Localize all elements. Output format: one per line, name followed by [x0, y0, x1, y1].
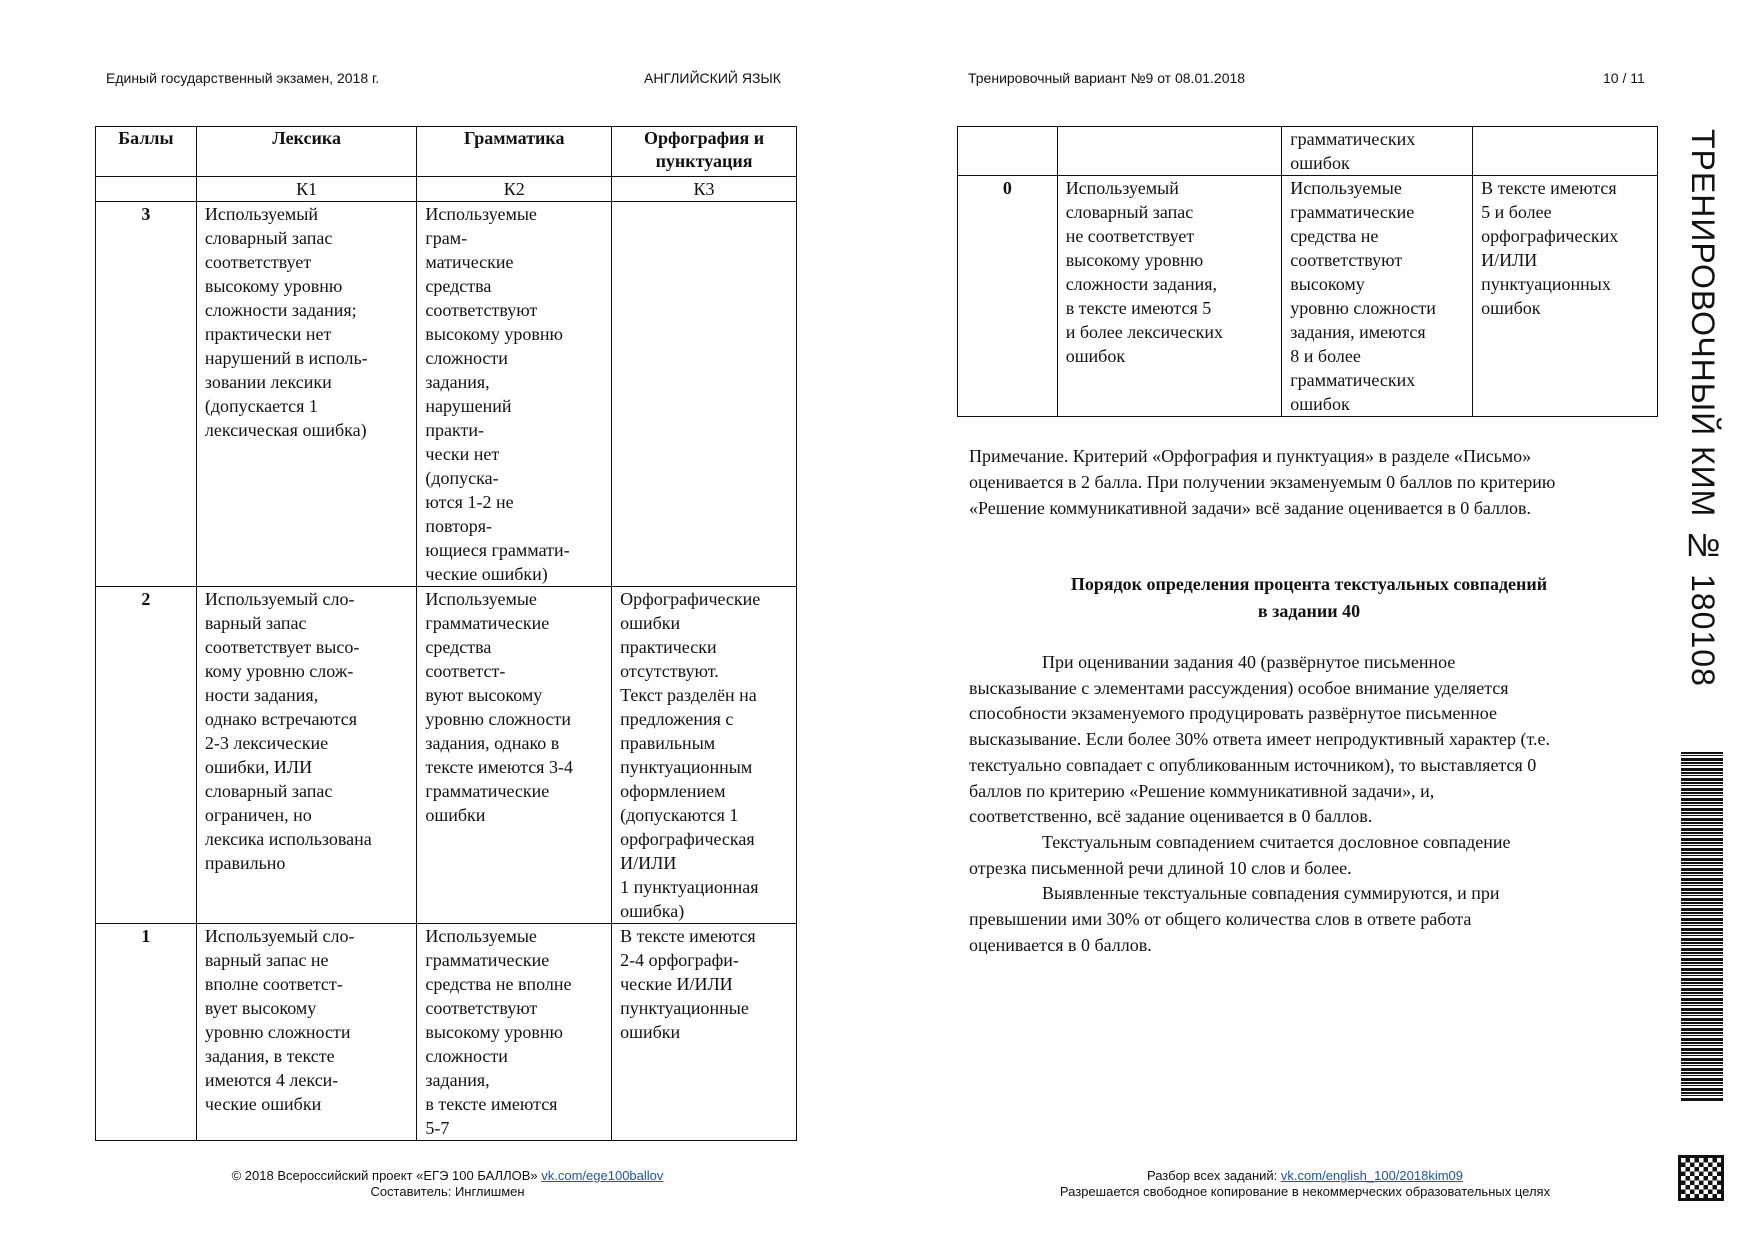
col-header-grammar: Грамматика [417, 127, 612, 177]
code-cell: К2 [417, 177, 612, 202]
barcode [1681, 752, 1723, 1102]
table-row [96, 924, 797, 1141]
k1-cell: Используемый словарный запас не соответствует высокому уровню сложности задания, в тексте имеются 5 и более лексических ошибок [1057, 176, 1282, 417]
k3-cell: В тексте имеются 5 и более орфографических И/ИЛИ пунктуационных ошибок [1473, 176, 1658, 417]
col-header-score: Баллы [96, 127, 197, 177]
score-cell [958, 127, 1058, 176]
col-header-spelling: Орфография и пунктуация [612, 127, 797, 177]
k1-cell: Используемый сло- варный запас соответствует высо- кому уровню слож- ности задания, однако встречаются 2-3 лексические ошибки, ИЛИ словарный запас ограничен, но лексика использована правильно [196, 587, 417, 924]
footer-author: Составитель: Инглишмен [370, 1184, 525, 1199]
k2-cell: грамматических ошибок [1282, 127, 1473, 176]
side-label: ТРЕНИРОВОЧНЫЙ КИМ № 180108 [1685, 129, 1721, 687]
note-text: Примечание. Критерий «Орфография и пунктуация» в разделе «Письмо» оценивается в 2 балла. При получении экзаменуемым 0 баллов по критерию «Решение коммуникативной задачи» всё задание оценивается в 0 баллов. [969, 446, 1556, 518]
k2-cell: Используемые грамматические средства не вполне соответствуют высокому уровню сложности задания, в тексте имеются 5-7 [417, 924, 612, 1141]
k3-cell: В тексте имеются 2-4 орфографи- ческие И/ИЛИ пунктуационные ошибки [612, 924, 797, 1141]
qr-code [1678, 1155, 1724, 1201]
page-number: 10 / 11 [1603, 70, 1645, 86]
score-cell: 1 [96, 924, 197, 1141]
footer-right [990, 1168, 1620, 1200]
table-row [958, 176, 1658, 417]
footer-copyright: © 2018 Всероссийский проект «ЕГЭ 100 БАЛЛОВ» [231, 1168, 538, 1183]
table-header-row [96, 127, 797, 177]
header-variant: Тренировочный вариант №9 от 08.01.2018 [968, 70, 1246, 86]
table-code-row [96, 177, 797, 202]
header-subject: АНГЛИЙСКИЙ ЯЗЫК [644, 70, 781, 86]
table-row [96, 587, 797, 924]
k3-cell [612, 202, 797, 587]
paragraph-1: При оценивании задания 40 (развёрнутое письменное высказывание с элементами рассуждения) особое внимание уделяется способности экзаменуемого продуцировать развёрнутое письменное высказывание. Если более 30% ответа имеет непродуктивный характер (т.е. текстуально совпадает с опубликованным источником), то выставляется 0 баллов по критерию «Решение коммуникативной задачи», и, соответственно, всё задание оценивается в 0 баллов. [969, 652, 1551, 827]
k2-cell: Используемые грам- матические средства соответствуют высокому уровню сложности задания, нарушений практи- чески нет (допуска- ются 1-2 не повторя- ющиеся граммати- ческие ошибки) [417, 202, 612, 587]
k3-cell [1473, 127, 1658, 176]
table-row [96, 202, 797, 587]
footer-license: Разрешается свободное копирование в некоммерческих образовательных целях [1059, 1184, 1551, 1199]
code-cell: К1 [196, 177, 417, 202]
k3-cell: Орфографические ошибки практически отсутствуют. Текст разделён на предложения с правильным пунктуационным оформлением (допускаются 1 орфографическая И/ИЛИ 1 пунктуационная ошибка) [612, 587, 797, 924]
k1-cell: Используемый сло- варный запас не вполне соответст- вует высокому уровню сложности задания, в тексте имеются 4 лекси- ческие ошибки [196, 924, 417, 1141]
footer-left [150, 1168, 745, 1200]
section-title: Порядок определения процента текстуальных совпадений в задании 40 [1070, 574, 1548, 621]
paragraph-2: Текстуальным совпадением считается дословное совпадение отрезка письменной речи длиной 10 слов и более. [969, 831, 1511, 878]
header-exam: Единый государственный экзамен, 2018 г. [106, 70, 380, 86]
criteria-table-continued [957, 126, 1658, 417]
code-cell: К3 [612, 177, 797, 202]
footer-link-vk[interactable]: vk.com/ege100ballov [541, 1168, 664, 1183]
table-row [958, 127, 1658, 176]
code-cell [96, 177, 197, 202]
k1-cell: Используемый словарный запас соответствует высокому уровню сложности задания; практически нет нарушений в исполь- зовании лексики (допускается 1 лексическая ошибка) [196, 202, 417, 587]
score-cell: 3 [96, 202, 197, 587]
criteria-table [95, 126, 797, 1141]
k2-cell: Используемые грамматические средства соответст- вуют высокому уровню сложности задания, однако в тексте имеются 3-4 грамматические ошибки [417, 587, 612, 924]
k1-cell [1057, 127, 1282, 176]
paragraph [969, 650, 1550, 958]
score-cell: 0 [958, 176, 1058, 417]
k2-cell: Используемые грамматические средства не соответствуют высокому уровню сложности задания, имеются 8 и более грамматических ошибок [1282, 176, 1473, 417]
col-header-lexis: Лексика [196, 127, 417, 177]
score-cell: 2 [96, 587, 197, 924]
paragraph-3: Выявленные текстуальные совпадения суммируются, и при превышении ими 30% от общего количества слов в ответе работа оценивается в 0 баллов. [969, 883, 1500, 955]
footer-analysis-label: Разбор всех заданий: [1146, 1168, 1278, 1183]
footer-link-analysis[interactable]: vk.com/english_100/2018kim09 [1280, 1168, 1464, 1183]
